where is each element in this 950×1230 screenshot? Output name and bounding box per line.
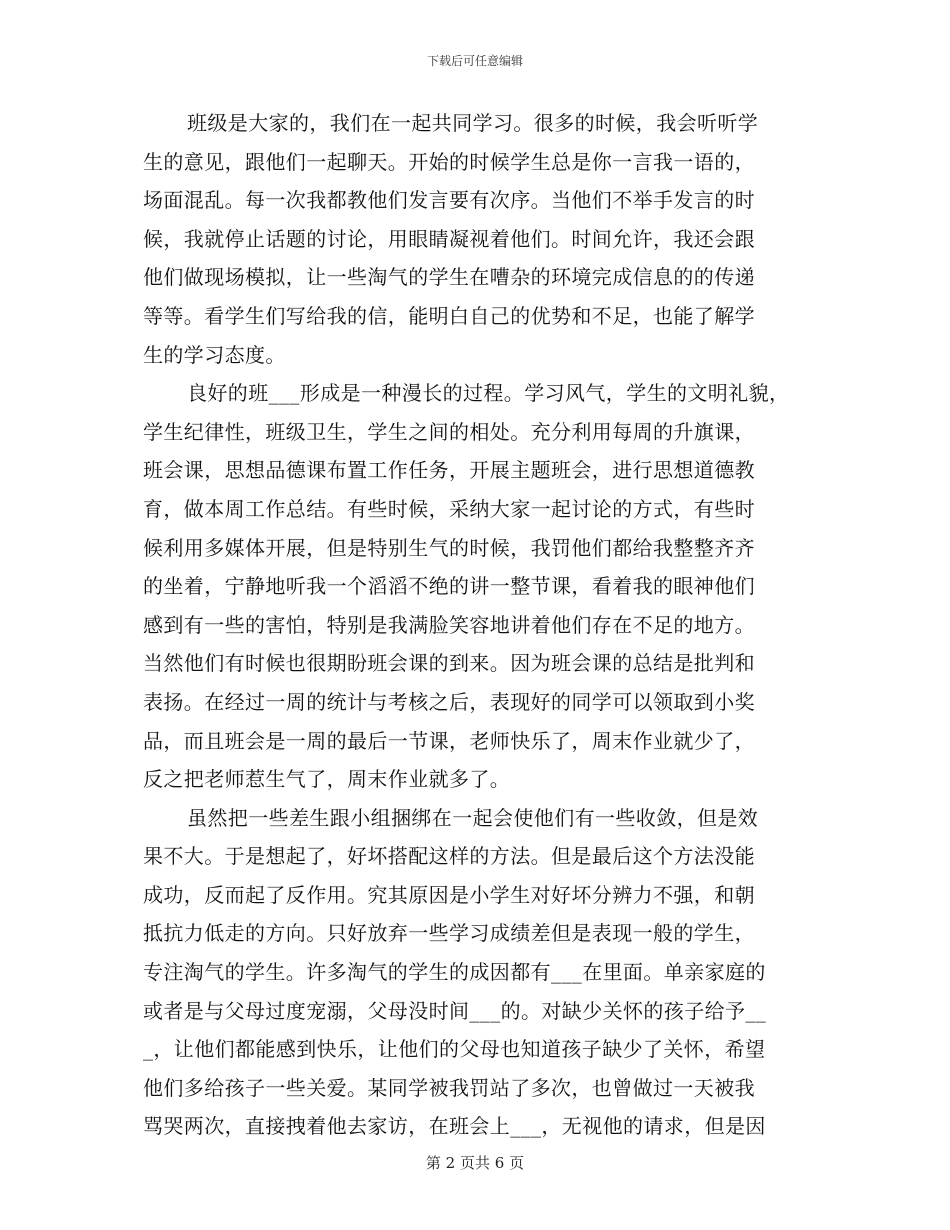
text-line: 他们做现场模拟，让一些淘气的学生在嘈杂的环境完成信息的的传递 [143,265,755,290]
text-line: 等等。看学生们写给我的信，能明白自己的优势和不足，也能了解学 [143,303,755,328]
document-body [143,104,823,1146]
text-line: _，让他们都能感到快乐，让他们的父母也知道孩子缺少了关怀，希望 [143,1037,766,1062]
text-line: 的坐着，宁静地听我一个滔滔不绝的讲一整节课，看着我的眼神他们 [143,574,755,599]
text-line: 果不大。于是想起了，好坏搭配这样的方法。但是最后这个方法没能 [143,844,755,869]
text-line: 场面混乱。每一次我都教他们发言要有次序。当他们不举手发言的时 [143,188,755,213]
text-line: 成功，反而起了反作用。究其原因是小学生对好坏分辨力不强，和朝 [143,882,755,907]
text-line: 良好的班___形成是一种漫长的过程。学习风气，学生的文明礼貌， [187,381,790,406]
text-line: 反之把老师惹生气了，周末作业就多了。 [143,767,511,792]
text-line: 学生纪律性，班级卫生，学生之间的相处。充分利用每周的升旗课， [143,419,755,444]
text-line: 品，而且班会是一周的最后一节课，老师快乐了，周末作业就少了， [143,728,755,753]
text-line: 班会课，思想品德课布置工作任务，开展主题班会，进行思想道德教 [143,458,755,483]
text-line: 生的学习态度。 [143,342,286,367]
text-line: 或者是与父母过度宠溺，父母没时间___的。对缺少关怀的孩子给予__ [143,998,767,1023]
text-line: 表扬。在经过一周的统计与考核之后，表现好的同学可以领取到小奖 [143,689,755,714]
text-line: 班级是大家的，我们在一起共同学习。很多的时候，我会听听学 [187,111,759,135]
text-line: 专注淘气的学生。许多淘气的学生的成因都有___在里面。单亲家庭的 [143,960,766,985]
text-line: 当然他们有时候也很期盼班会课的到来。因为班会课的总结是批判和 [143,651,755,676]
text-line: 候利用多媒体开展，但是特别生气的时候，我罚他们都给我整整齐齐 [143,535,755,560]
text-line: 感到有一些的害怕，特别是我满脸笑容地讲着他们存在不足的地方。 [143,612,755,637]
text-line: 他们多给孩子一些关爱。某同学被我罚站了多次，也曾做过一天被我 [143,1075,755,1100]
page-number: 第 2 页共 6 页 [425,1154,525,1172]
text-line: 候，我就停止话题的讨论，用眼睛凝视着他们。时间允许，我还会跟 [143,226,755,251]
page-header: 下载后可任意编辑 [426,54,523,68]
text-line: 抵抗力低走的方向。只好放弃一些学习成绩差但是表现一般的学生， [143,921,755,946]
text-line: 骂哭两次，直接拽着他去家访，在班会上___，无视他的请求，但是因 [143,1114,766,1139]
text-line: 生的意见，跟他们一起聊天。开始的时候学生总是你一言我一语的， [143,149,755,174]
text-line: 虽然把一些差生跟小组捆绑在一起会使他们有一些收敛，但是效 [187,805,759,830]
text-line: 育，做本周工作总结。有些时候，采纳大家一起讨论的方式，有些时 [143,496,755,521]
